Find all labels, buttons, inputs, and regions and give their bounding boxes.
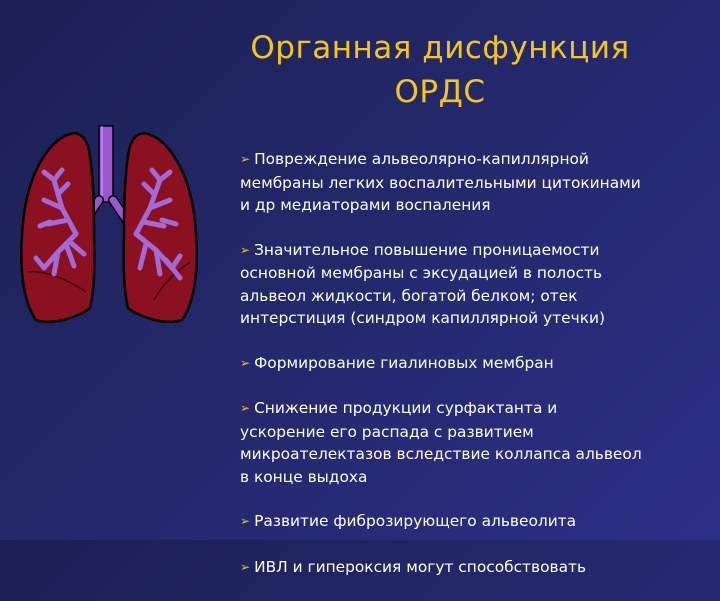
arrow-bullet-icon: ➢: [240, 559, 251, 574]
bullet-item: [240, 397, 712, 488]
lungs-icon: [14, 122, 204, 328]
arrow-bullet-icon: ➢: [240, 152, 251, 166]
bullet-item: [240, 352, 712, 376]
slide-title: [180, 26, 700, 114]
bullet-item: [240, 148, 712, 217]
bullet-text: Снижение продукции сурфактанта и ускорение его распада с развитием микроателектазов вследствие коллапса альвеол в конце выдоха: [240, 399, 642, 486]
left-lung: [21, 133, 94, 322]
title-line-2: ОРДС: [394, 74, 486, 110]
arrow-bullet-icon: ➢: [240, 514, 251, 528]
bullet-text: ИВЛ и гипероксия могут способствовать: [254, 557, 587, 576]
bullet-item: [240, 510, 712, 534]
arrow-bullet-icon: ➢: [240, 242, 251, 257]
title-line-1: Органная дисфункция: [250, 30, 630, 66]
bullet-item: [240, 556, 712, 580]
arrow-bullet-icon: ➢: [240, 355, 251, 370]
bullet-list: [240, 148, 712, 601]
bullet-text: Развитие фиброзирующего альвеолита: [254, 512, 577, 530]
arrow-bullet-icon: ➢: [240, 401, 251, 415]
bullet-text: Повреждение альвеолярно-капиллярной мембраны легких воспалительными цитокинами и др медиаторами воспаления: [240, 150, 641, 214]
bullet-text: Формирование гиалиновых мембран: [254, 353, 554, 372]
bullet-text: Значительное повышение проницаемости основной мембраны с эксудацией в полость альвеол жидкости, богатой белком; отек интерстиция (синдром капиллярной утечки): [240, 240, 605, 327]
bullet-item: [240, 239, 712, 330]
